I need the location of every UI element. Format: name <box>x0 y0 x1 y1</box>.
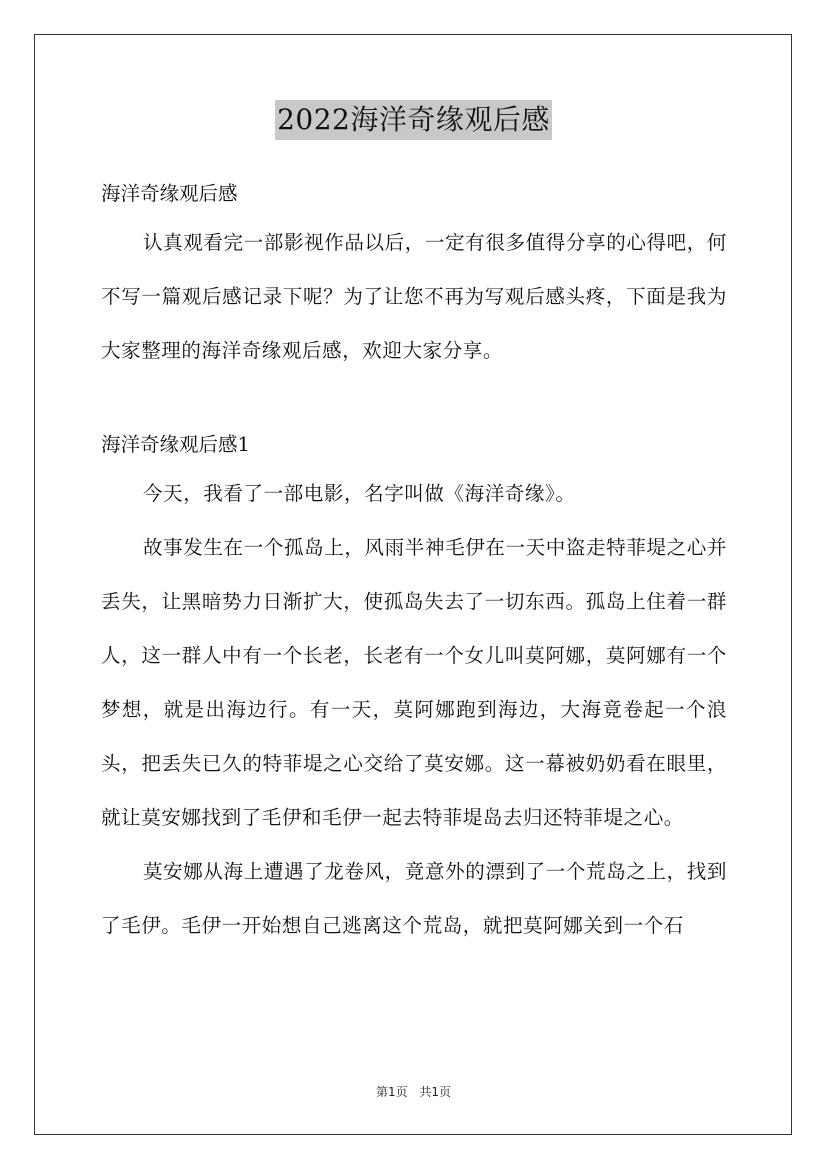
spacer <box>101 378 727 423</box>
document-body <box>101 172 727 953</box>
section-heading: 海洋奇缘观后感 <box>101 182 238 205</box>
page-number: 第1页 <box>375 1085 408 1099</box>
page-total: 共1页 <box>419 1085 452 1099</box>
page-footer <box>0 1083 827 1100</box>
essay-heading: 海洋奇缘观后感1 <box>101 433 250 456</box>
title-container <box>0 100 827 140</box>
paragraph-2: 故事发生在一个孤岛上，风雨半神毛伊在一天中盗走特菲堤之心并丢失，让黑暗势力日渐扩大，使孤岛失去了一切东西。孤岛上住着一群人，这一群人中有一个长老，长老有一个女儿叫莫阿娜，莫阿娜有一个梦想，就是出海边行。有一天，莫阿娜跑到海边，大海竟卷起一个浪头，把丢失已久的特菲堤之心交给了莫安娜。这一幕被奶奶看在眼里，就让莫安娜找到了毛伊和毛伊一起去特菲堤岛去归还特菲堤之心。 <box>101 536 727 829</box>
document-title: 2022海洋奇缘观后感 <box>275 100 552 140</box>
paragraph-1: 今天，我看了一部电影，名字叫做《海洋奇缘》。 <box>143 482 576 505</box>
paragraph-3: 莫安娜从海上遭遇了龙卷风，竟意外的漂到了一个荒岛之上，找到了毛伊。毛伊一开始想自己逃离这个荒岛，就把莫阿娜关到一个石 <box>101 860 727 937</box>
intro-paragraph: 认真观看完一部影视作品以后，一定有很多值得分享的心得吧，何不写一篇观后感记录下呢？为了让您不再为写观后感头疼，下面是我为大家整理的海洋奇缘观后感，欢迎大家分享。 <box>101 231 727 362</box>
